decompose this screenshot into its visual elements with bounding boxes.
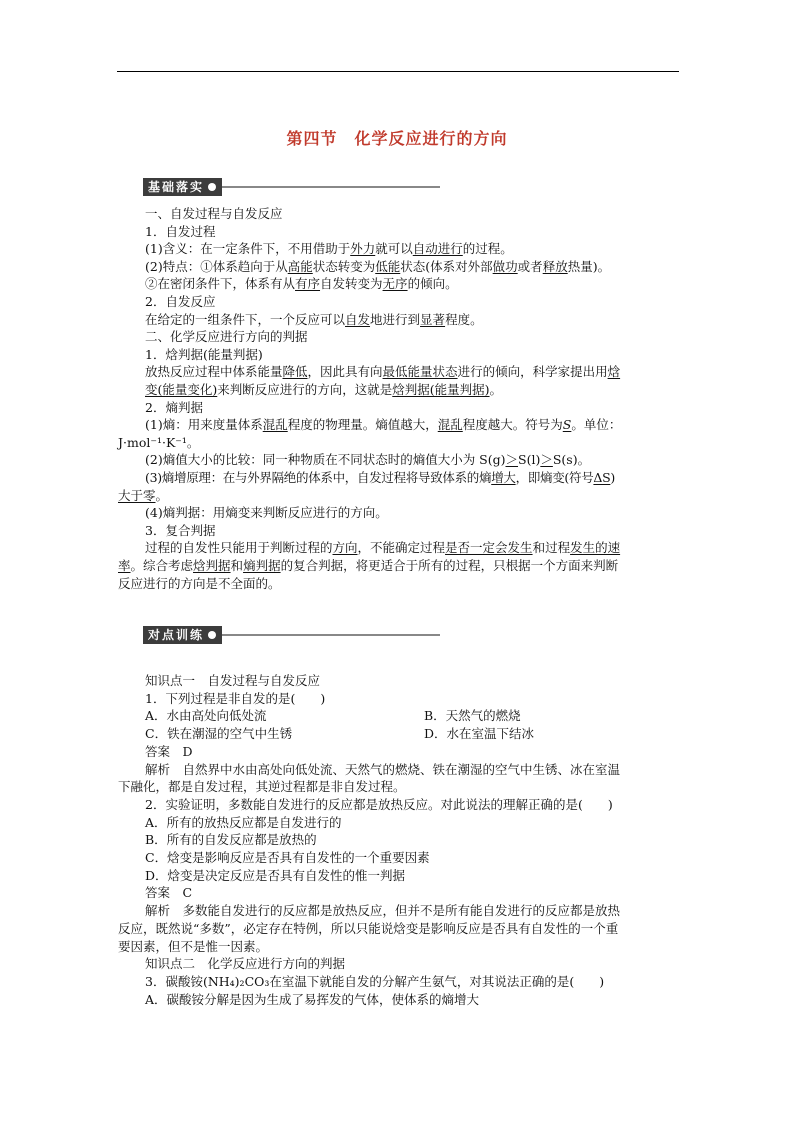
entropy-line-4: (4)熵判据：用熵变来判断反应进行的方向。 — [145, 505, 388, 521]
q2-explanation-1: 解析 多数能自发进行的反应都是放热反应，但并不是所有能自发进行的反应都是放热 — [145, 903, 621, 919]
q3-option-a: A．碳酸铵分解是因为生成了易挥发的气体，使体系的熵增大 — [145, 991, 480, 1007]
heading-2-2: 2．熵判据 — [145, 399, 203, 415]
q2-option-b: B．所有的自发反应都是放热的 — [145, 832, 317, 848]
q2-option-d: D．焓变是决定反应是否具有自发性的惟一判据 — [145, 867, 406, 883]
question-3: 3．碳酸铵(NH₄)₂CO₃在室温下就能自发的分解产生氨气，对其说法正确的是( ) — [145, 973, 605, 989]
heading-1-2: 2．自发反应 — [145, 294, 216, 309]
entropy-line-3: (3)熵增原理：在与外界隔绝的体系中，自发过程将导致体系的熵增大，即熵变(符号ΔS) — [145, 470, 615, 485]
definition-line: (1)含义：在一定条件下，不用借助于外力就可以自动进行的过程。 — [145, 241, 513, 257]
question-2: 2．实验证明，多数能自发进行的反应都是放热反应。对此说法的理解正确的是( ) — [145, 796, 613, 812]
entropy-line-2: (2)熵值大小的比较：同一种物质在不同状态时的熵值大小为 S(g)＞S(l)＞S(s)。 — [145, 452, 591, 468]
q2-option-c: C．焓变是影响反应是否具有自发性的一个重要因素 — [145, 850, 430, 865]
q1-option-b: B．天然气的燃烧 — [424, 708, 521, 724]
q1-option-a: A．水由高处向低处流 — [145, 708, 267, 724]
feature-line-2: ②在密闭条件下，体系有从有序自发转变为无序的倾向。 — [145, 276, 458, 292]
q1-explanation-2: 下融化，都是自发过程，其逆过程都是非自发过程。 — [118, 779, 406, 795]
q2-answer: 答案 C — [145, 885, 193, 901]
q2-explanation-2: 反应，既然说“多数”，必定存在特例，所以只能说焓变是影响反应是否具有自发性的一个重 — [118, 920, 619, 936]
heading-2: 二、化学反应进行方向的判据 — [145, 329, 308, 345]
entropy-unit: J·mol⁻¹·K⁻¹。 — [118, 434, 200, 450]
entropy-line-1: (1)熵：用来度量体系混乱程度的物理量。熵值越大，混乱程度越大。符号为S。单位： — [145, 417, 622, 433]
feature-line-1: (2)特点：①体系趋向于从高能状态转变为低能状态(体系对外部做功或者释放热量)。 — [145, 258, 611, 274]
enthalpy-line-2: 变(能量变化)来判断反应进行的方向，这就是焓判据(能量判据)。 — [145, 382, 503, 397]
q2-explanation-3: 要因素，但不是惟一因素。 — [118, 938, 269, 954]
heading-1-1: 1．自发过程 — [145, 223, 216, 239]
section-banner-basics — [143, 178, 440, 196]
banner-label: 对点训练 — [143, 626, 222, 644]
knowledge-point-1: 知识点一 自发过程与自发反应 — [145, 673, 321, 688]
q1-option-d: D．水在室温下结冰 — [424, 726, 535, 742]
heading-2-3: 3．复合判据 — [145, 522, 216, 538]
section-banner-practice — [143, 626, 440, 644]
composite-line-3: 反应进行的方向是不全面的。 — [118, 575, 281, 591]
enthalpy-line-1: 放热反应过程中体系能量降低，因此具有向最低能量状态进行的倾向，科学家提出用焓 — [145, 364, 621, 380]
q1-option-c: C．铁在潮湿的空气中生锈 — [145, 726, 293, 742]
heading-1: 一、自发过程与自发反应 — [145, 206, 283, 221]
question-1: 1．下列过程是非自发的是( ) — [145, 690, 326, 706]
entropy-line-3b: 大于零。 — [118, 487, 169, 503]
reaction-line: 在给定的一组条件下，一个反应可以自发地进行到显著程度。 — [145, 311, 483, 327]
knowledge-point-2: 知识点二 化学反应进行方向的判据 — [145, 956, 346, 972]
banner-label: 基础落实 — [143, 178, 222, 196]
page-title: 第四节 化学反应进行的方向 — [286, 129, 508, 148]
bullet-icon — [208, 631, 216, 639]
heading-2-1: 1．焓判据(能量判据) — [145, 346, 263, 362]
composite-line-2: 率。综合考虑焓判据和熵判据的复合判据，将更适合于所有的过程，只根据一个方面来判断 — [118, 558, 619, 573]
banner-rule — [222, 186, 440, 188]
q1-answer: 答案 D — [145, 743, 193, 759]
bullet-icon — [208, 183, 216, 191]
q1-explanation-1: 解析 自然界中水由高处向低处流、天然气的燃烧、铁在潮湿的空气中生锈、冰在室温 — [145, 761, 621, 777]
header-rule — [117, 71, 679, 72]
composite-line-1: 过程的自发性只能用于判断过程的方向，不能确定过程是否一定会发生和过程发生的速 — [145, 540, 621, 556]
q2-option-a: A．所有的放热反应都是自发进行的 — [145, 814, 342, 830]
banner-rule — [222, 634, 440, 636]
